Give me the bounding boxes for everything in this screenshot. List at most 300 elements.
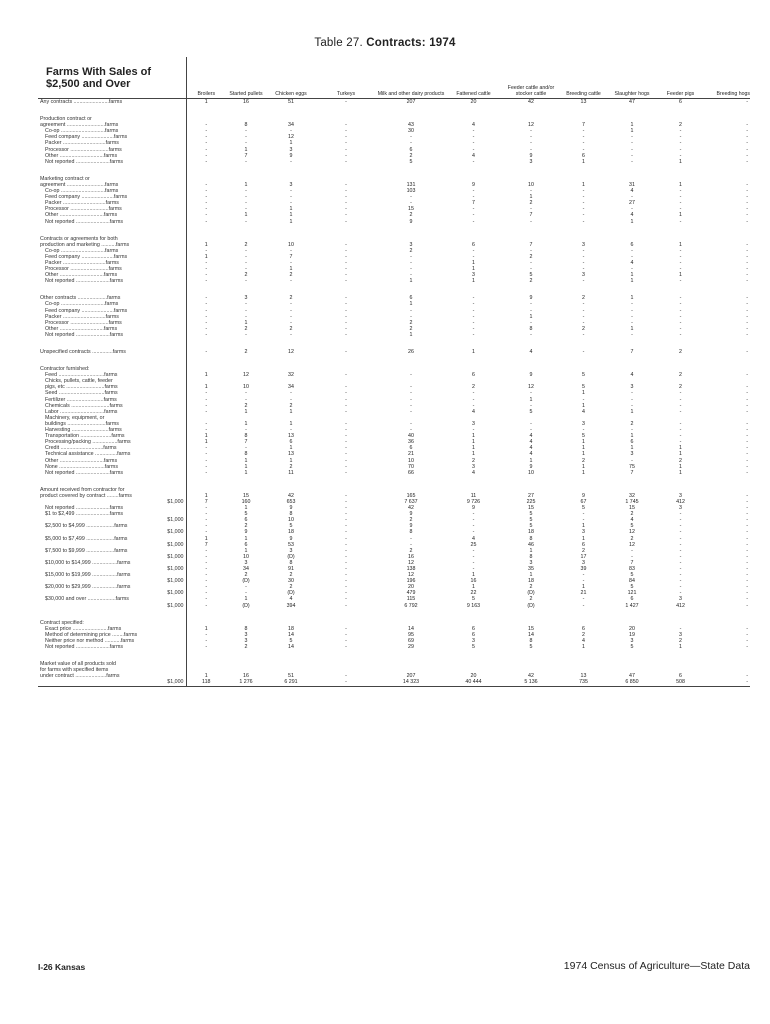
table-cell: 1: [244, 408, 248, 415]
table-cell: -: [472, 523, 475, 530]
table-cell: 16: [470, 578, 477, 585]
table-cell: 6: [472, 625, 475, 632]
table-cell: 10: [288, 517, 294, 524]
table-cell: -: [582, 319, 585, 326]
spacer-cell: [501, 355, 561, 366]
column-header: Chicken eggs: [266, 57, 316, 99]
table-cell: -: [679, 578, 682, 585]
table-cell: -: [746, 420, 748, 427]
table-cell: -: [631, 140, 633, 147]
table-cell: 70: [408, 463, 414, 470]
table-cell: 14: [288, 631, 294, 638]
table-cell: 6: [472, 241, 475, 248]
table-cell: 21: [580, 590, 587, 597]
table-cell: 53: [288, 541, 294, 548]
table-cell: -: [345, 553, 347, 560]
table-cell: 2: [289, 295, 293, 302]
table-cell: 2: [529, 584, 533, 591]
table-cell: 2: [244, 325, 248, 332]
table-cell: -: [345, 194, 347, 201]
table-cell: -: [345, 206, 347, 213]
table-cell: 3: [679, 631, 682, 638]
table-cell: -: [679, 266, 682, 273]
table-cell: 75: [629, 463, 635, 470]
table-cell: 2: [529, 253, 533, 260]
table-cell: -: [410, 253, 412, 260]
row-label: production and marketing ..........farms: [38, 242, 186, 248]
spacer-cell: [606, 355, 658, 366]
table-cell: 2: [244, 272, 248, 279]
table-cell: -: [345, 188, 347, 195]
table-cell: -: [582, 259, 585, 266]
table-cell: 3: [472, 272, 475, 279]
table-cell: -: [345, 523, 347, 530]
table-cell: -: [345, 152, 347, 159]
table-cell: -: [345, 439, 347, 446]
column-header: Turkeys: [316, 57, 376, 99]
table-cell: 9: [289, 505, 293, 512]
spacer-cell: [446, 650, 501, 661]
table-cell: -: [582, 218, 585, 225]
table-cell: -: [679, 331, 682, 338]
table-cell: 5: [529, 523, 533, 530]
table-cell: -: [679, 319, 682, 326]
table-cell: 2: [679, 122, 682, 129]
table-cell: 51: [288, 673, 294, 680]
table-cell: -: [410, 134, 412, 141]
table-cell: -: [472, 253, 475, 260]
table-cell: -: [703, 679, 750, 686]
table-caption: [46, 66, 151, 90]
table-cell: -: [746, 529, 748, 536]
spacer-cell: [446, 165, 501, 176]
table-cell: 1: [582, 469, 585, 476]
table-cell: 42: [408, 505, 414, 512]
table-cell: 18: [288, 625, 294, 632]
table-cell: 2: [409, 152, 413, 159]
table-cell: -: [746, 498, 748, 505]
table-cell: 12: [629, 529, 635, 536]
table-cell: 1: [679, 272, 682, 279]
table-cell: -: [245, 307, 247, 314]
table-cell: 20: [629, 625, 635, 632]
table-cell: -: [345, 128, 347, 135]
table-cell: 1: [204, 241, 208, 248]
table-cell: -: [746, 140, 748, 147]
table-cell: 1: [582, 390, 585, 397]
table-cell: -: [345, 122, 347, 129]
table-cell: -: [679, 420, 682, 427]
table-cell: 4: [630, 188, 634, 195]
table-cell: -: [746, 590, 748, 597]
table-cell: 1: [630, 295, 634, 302]
row-label: $1,000: [38, 679, 186, 686]
table-cell: 115: [406, 596, 416, 603]
row-label: Other ..............................farms: [38, 272, 186, 278]
spacer-cell: [316, 225, 376, 236]
row-label: $7,500 to $9,999 ...................farms: [38, 548, 186, 554]
spacer-cell: [38, 225, 186, 236]
table-cell: -: [345, 140, 347, 147]
table-cell: 13: [580, 673, 587, 680]
table-cell: 6: [630, 596, 634, 603]
table-cell: 7 637: [404, 498, 418, 505]
table-cell: 39: [580, 566, 587, 572]
table-cell: -: [245, 427, 247, 434]
table-cell: 46: [528, 541, 534, 548]
table-cell: 1: [472, 584, 475, 591]
row-label: Other ..............................farms: [38, 458, 186, 464]
table-cell: -: [245, 331, 247, 338]
table-cell: -: [472, 134, 475, 141]
table-cell: 1: [289, 445, 293, 452]
table-cell: 3: [582, 529, 585, 536]
spacer-cell: [38, 476, 186, 487]
table-cell: -: [290, 307, 292, 314]
spacer-cell: [658, 609, 703, 620]
table-cell: -: [582, 134, 585, 141]
table-cell: 2: [630, 535, 634, 542]
table-cell: 2: [244, 349, 248, 355]
table-cell: -: [746, 272, 748, 279]
table-cell: 4: [472, 408, 475, 415]
table-cell: 2: [582, 325, 585, 332]
table-cell: -: [631, 146, 633, 153]
spacer-cell: [376, 650, 446, 661]
table-cell: -: [631, 319, 633, 326]
table-cell: -: [345, 99, 347, 105]
table-cell: 1: [582, 439, 585, 446]
table-cell: (D): [287, 553, 295, 560]
row-label: Amount received from contractor for: [38, 487, 186, 493]
spacer-cell: [186, 225, 226, 236]
table-cell: -: [245, 158, 247, 165]
table-cell: 1: [289, 212, 293, 219]
table-cell: 7: [289, 253, 293, 260]
spacer-cell: [316, 609, 376, 620]
table-cell: 17: [580, 553, 587, 560]
table-cell: -: [205, 523, 208, 530]
table-cell: -: [679, 218, 682, 225]
row-label: Transportation .....................farms: [38, 433, 186, 439]
table-cell: -: [631, 158, 633, 165]
table-cell: -: [631, 307, 633, 314]
table-cell: 1: [472, 451, 475, 458]
table-cell: -: [205, 259, 208, 266]
table-cell: -: [746, 451, 748, 458]
table-cell: -: [746, 566, 748, 572]
row-label: Co-op ..............................farms: [38, 301, 186, 307]
table-cell: 42: [528, 99, 534, 105]
table-body: [38, 99, 750, 687]
table-cell: -: [679, 307, 682, 314]
table-cell: -: [205, 319, 208, 326]
row-label: Feed company ......................farms: [38, 308, 186, 314]
table-cell: -: [679, 439, 682, 446]
table-cell: -: [205, 134, 208, 141]
contracts-table: [38, 57, 750, 687]
table-cell: -: [410, 541, 412, 548]
table-cell: -: [530, 402, 532, 409]
table-cell: -: [410, 384, 412, 391]
spacer-cell: [266, 338, 316, 349]
table-cell: 51: [288, 99, 294, 105]
table-cell: -: [631, 313, 633, 320]
table-cell: -: [205, 469, 208, 476]
table-cell: 12: [243, 372, 249, 379]
table-cell: -: [746, 584, 748, 591]
table-cell: -: [345, 637, 347, 644]
table-cell: 9 726: [466, 498, 481, 505]
spacer-cell: [316, 284, 376, 295]
table-cell: 2: [472, 457, 475, 464]
table-cell: -: [746, 644, 748, 651]
table-cell: 2: [244, 572, 248, 579]
table-cell: 29: [408, 644, 414, 651]
table-cell: 1: [244, 181, 248, 188]
spacer-cell: [561, 650, 606, 661]
table-cell: -: [205, 272, 208, 279]
table-cell: -: [205, 529, 208, 536]
table-cell: -: [245, 134, 247, 141]
table-cell: 27: [528, 492, 534, 499]
table-cell: 7: [582, 122, 585, 129]
table-cell: 2: [409, 325, 413, 332]
table-cell: -: [582, 396, 585, 403]
table-cell: (D): [242, 578, 250, 585]
table-cell: 3: [582, 559, 585, 566]
table-cell: -: [746, 278, 748, 285]
table-cell: 1: [582, 445, 585, 452]
table-cell: 1: [529, 457, 533, 464]
table-cell: -: [472, 390, 475, 397]
table-cell: 1: [582, 535, 585, 542]
table-cell: -: [746, 194, 748, 201]
table-cell: 5: [582, 433, 585, 440]
row-label: Method of determining price ........farms: [38, 632, 186, 638]
table-cell: -: [679, 247, 682, 254]
table-cell: -: [746, 433, 748, 440]
table-cell: 4: [630, 259, 634, 266]
table-cell: 12: [629, 541, 635, 548]
table-cell: -: [205, 295, 208, 302]
table-cell: -: [290, 396, 292, 403]
table-cell: 7: [630, 469, 634, 476]
table-cell: 3: [630, 637, 634, 644]
table-row: [38, 679, 750, 686]
table-cell: -: [746, 122, 748, 129]
row-label: under contract .....................farms: [38, 673, 186, 679]
table-cell: 4: [529, 433, 533, 440]
table-cell: -: [746, 469, 748, 476]
table-cell: -: [345, 218, 347, 225]
spacer-cell: [226, 284, 266, 295]
spacer-cell: [501, 225, 561, 236]
table-cell: -: [582, 247, 585, 254]
table-cell: -: [631, 152, 633, 159]
table-cell: 1: [679, 212, 682, 219]
table-cell: -: [205, 578, 208, 585]
table-cell: -: [631, 266, 633, 273]
table-cell: 2: [244, 644, 248, 651]
table-cell: 1: [582, 402, 585, 409]
table-cell: 9: [289, 535, 293, 542]
table-cell: -: [410, 194, 412, 201]
table-cell: -: [290, 278, 292, 285]
table-cell: 6: [582, 152, 585, 159]
table-cell: 3: [244, 637, 248, 644]
row-label: $5,000 to $7,499 ...................farms: [38, 536, 186, 542]
table-cell: 7: [472, 200, 475, 207]
table-cell: -: [410, 272, 412, 279]
table-cell: 1: [244, 505, 248, 512]
table-cell: -: [316, 679, 376, 686]
table-cell: 9: [472, 505, 475, 512]
table-cell: 6: [582, 625, 585, 632]
table-cell: -: [290, 313, 292, 320]
table-cell: 3: [472, 637, 475, 644]
spacer-cell: [316, 165, 376, 176]
row-label: Processing/packing .................farms: [38, 439, 186, 445]
table-cell: 13: [288, 451, 294, 458]
table-cell: 1 276: [226, 679, 266, 686]
table-cell: 1: [244, 319, 248, 326]
row-label: Feed company ......................farms: [38, 134, 186, 140]
spacer-cell: [266, 476, 316, 487]
table-cell: -: [410, 200, 412, 207]
table-cell: 15: [528, 505, 534, 512]
table-cell: 3: [472, 463, 475, 470]
table-cell: 1: [679, 469, 682, 476]
table-cell: 84: [629, 578, 635, 585]
table-cell: -: [205, 128, 208, 135]
table-cell: 160: [241, 498, 251, 505]
table-cell: 1: [289, 206, 293, 213]
table-cell: -: [472, 319, 475, 326]
table-cell: 1: [472, 349, 475, 355]
table-cell: 34: [288, 384, 294, 391]
table-cell: -: [205, 553, 208, 560]
table-cell: 1: [582, 158, 585, 165]
table-cell: 1: [630, 218, 634, 225]
table-cell: 1: [630, 128, 634, 135]
row-label: Contract specified:: [38, 620, 186, 626]
table-cell: -: [746, 505, 748, 512]
table-cell: 10: [288, 241, 294, 248]
table-cell: -: [679, 553, 682, 560]
table-cell: 19: [629, 631, 635, 638]
table-cell: 1: [630, 433, 634, 440]
table-cell: 10: [528, 469, 534, 476]
table-cell: -: [530, 247, 532, 254]
table-cell: -: [746, 247, 748, 254]
spacer-cell: [376, 225, 446, 236]
table-cell: 6: [244, 517, 248, 524]
table-cell: 1: [472, 266, 475, 273]
table-cell: 2: [244, 523, 248, 530]
table-cell: -: [746, 596, 748, 603]
row-label: Co-op ..............................farms: [38, 248, 186, 254]
spacer-cell: [561, 225, 606, 236]
column-header: Feeder cattle and/or stocker cattle: [501, 57, 561, 99]
table-cell: -: [472, 511, 475, 518]
table-cell: -: [205, 427, 208, 434]
table-cell: -: [345, 390, 347, 397]
spacer-cell: [266, 284, 316, 295]
table-cell: -: [679, 584, 682, 591]
table-cell: 91: [288, 566, 294, 572]
table-cell: 18: [528, 578, 534, 585]
table-cell: -: [746, 445, 748, 452]
table-cell: 30: [288, 578, 294, 585]
table-cell: 4: [529, 445, 533, 452]
row-label: Feed company ......................farms: [38, 254, 186, 260]
table-cell: 10: [243, 553, 249, 560]
table-cell: -: [530, 146, 532, 153]
table-cell: -: [345, 535, 347, 542]
table-cell: 6: [409, 295, 413, 302]
row-label: Fertilizer .........................farms: [38, 397, 186, 403]
table-cell: 20: [470, 99, 477, 105]
table-cell: -: [472, 553, 475, 560]
table-cell: -: [746, 158, 748, 165]
spacer-cell: [376, 609, 446, 620]
table-cell: 32: [288, 372, 294, 379]
table-cell: 1: [472, 278, 475, 285]
table-cell: -: [746, 331, 748, 338]
table-cell: 9: [529, 295, 533, 302]
spacer-cell: [703, 355, 750, 366]
table-cell: -: [472, 295, 475, 302]
spacer-row: [38, 338, 750, 349]
table-number: Table 27.: [314, 37, 363, 49]
spacer-cell: [606, 650, 658, 661]
table-cell: -: [582, 253, 585, 260]
row-label: Contracts or agreements for both: [38, 236, 186, 242]
table-cell: -: [746, 408, 748, 415]
table-cell: 1: [472, 433, 475, 440]
table-cell: 2: [472, 384, 475, 391]
table-cell: 8: [289, 559, 293, 566]
table-cell: 9: [244, 529, 248, 536]
row-label: $10,000 to $14,999 .................farms: [38, 560, 186, 566]
table-cell: -: [345, 253, 347, 260]
table-cell: -: [410, 420, 412, 427]
table-cell: 225: [526, 498, 536, 505]
table-cell: -: [245, 590, 247, 597]
table-cell: 1: [204, 253, 208, 260]
table-cell: 1: [582, 463, 585, 470]
table-cell: -: [679, 541, 682, 548]
row-label: $1,000: [38, 554, 186, 560]
row-label: Chicks, pullets, cattle, feeder: [38, 378, 186, 384]
table-cell: 6: [244, 541, 248, 548]
table-cell: 16: [408, 553, 414, 560]
column-header: Feeder pigs: [658, 57, 703, 99]
row-label: $1,000: [38, 603, 186, 609]
table-cell: 1: [472, 572, 475, 579]
table-cell: -: [746, 637, 748, 644]
table-cell: 9: [409, 511, 413, 518]
table-cell: 1 745: [625, 498, 639, 505]
table-cell: 2: [409, 212, 413, 219]
table-cell: -: [410, 390, 412, 397]
table-cell: 3: [289, 146, 293, 153]
table-cell: -: [205, 584, 208, 591]
table-cell: 14 323: [376, 679, 446, 686]
table-cell: -: [746, 427, 748, 434]
table-cell: 412: [676, 602, 685, 609]
